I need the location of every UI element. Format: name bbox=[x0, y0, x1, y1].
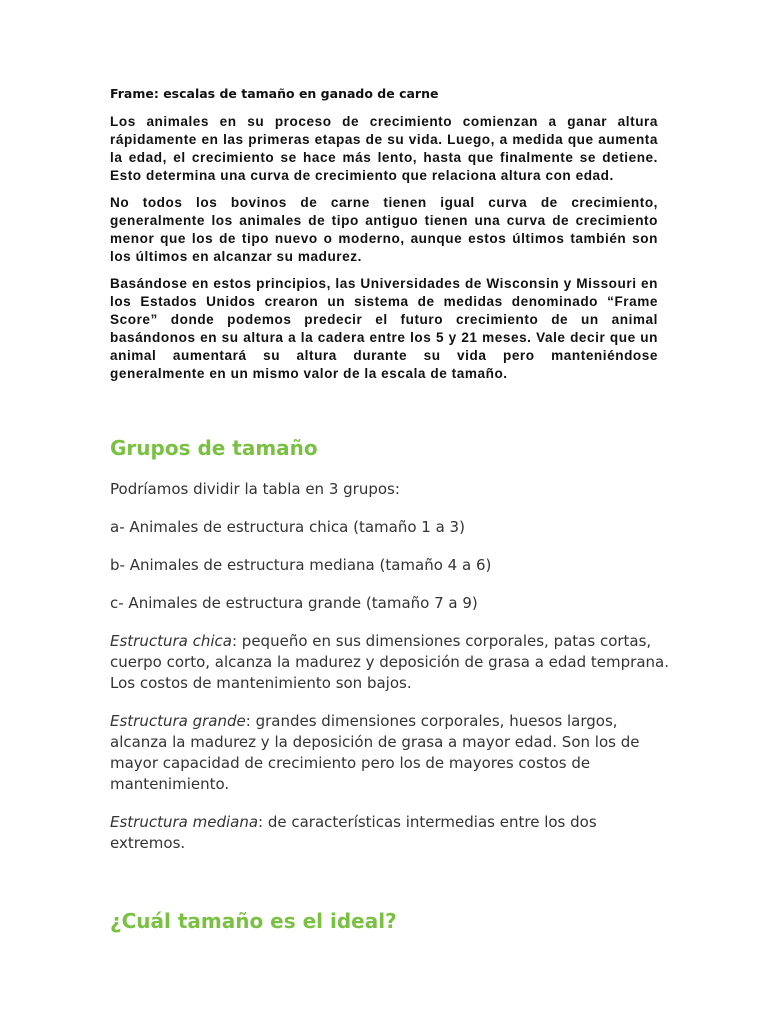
definition-term: Estructura chica bbox=[110, 632, 232, 650]
document-title: Frame: escalas de tamaño en ganado de carne bbox=[110, 86, 439, 101]
definition-term: Estructura mediana bbox=[110, 813, 259, 831]
intro-text bbox=[110, 113, 658, 392]
section-heading-ideal: ¿Cuál tamaño es el ideal? bbox=[110, 909, 397, 933]
group-item: b- Animales de estructura mediana (tamaño 4 a 6) bbox=[110, 556, 492, 574]
definition-text: : pequeño en sus dimensiones corporales, patas cortas, cuerpo corto, alcanza la madurez y deposición de grasa a edad temprana. Los costos de mantenimiento son bajos. bbox=[110, 632, 669, 692]
definition-text: : de características intermedias entre los dos extremos. bbox=[110, 813, 597, 852]
section-body bbox=[110, 479, 670, 871]
definition-item bbox=[110, 711, 670, 795]
definition-item bbox=[110, 631, 670, 694]
intro-paragraph: Los animales en su proceso de crecimiento comienzan a ganar altura rápidamente en las primeras etapas de su vida. Luego, a medida que aumenta la edad, el crecimiento se hace más lento, hasta que finalmente se detiene. Esto determina una curva de crecimiento que relaciona altura con edad. bbox=[110, 114, 658, 183]
section-lead: Podríamos dividir la tabla en 3 grupos: bbox=[110, 480, 400, 498]
intro-paragraph: No todos los bovinos de carne tienen igual curva de crecimiento, generalmente los animales de tipo antiguo tienen una curva de crecimiento menor que los de tipo nuevo o moderno, aunque estos últimos también son los últimos en alcanzar su madurez. bbox=[110, 195, 658, 264]
group-item: c- Animales de estructura grande (tamaño 7 a 9) bbox=[110, 594, 478, 612]
section-heading-grupos: Grupos de tamaño bbox=[110, 436, 318, 460]
definition-text: : grandes dimensiones corporales, huesos largos, alcanza la madurez y la deposición de grasa a mayor edad. Son los de mayor capacidad de crecimiento pero los de mayores costos de mantenimiento. bbox=[110, 712, 640, 793]
intro-paragraph: Basándose en estos principios, las Universidades de Wisconsin y Missouri en los Estados Unidos crearon un sistema de medidas denominado “Frame Score” donde podemos predecir el futuro crecimiento de un animal basándonos en su altura a la cadera entre los 5 y 21 meses. Vale decir que un animal aumentará su altura durante su vida pero manteniéndose generalmente en un mismo valor de la escala de tamaño. bbox=[110, 276, 658, 381]
definition-term: Estructura grande bbox=[110, 712, 246, 730]
definition-item bbox=[110, 812, 670, 854]
group-item: a- Animales de estructura chica (tamaño 1 a 3) bbox=[110, 518, 465, 536]
